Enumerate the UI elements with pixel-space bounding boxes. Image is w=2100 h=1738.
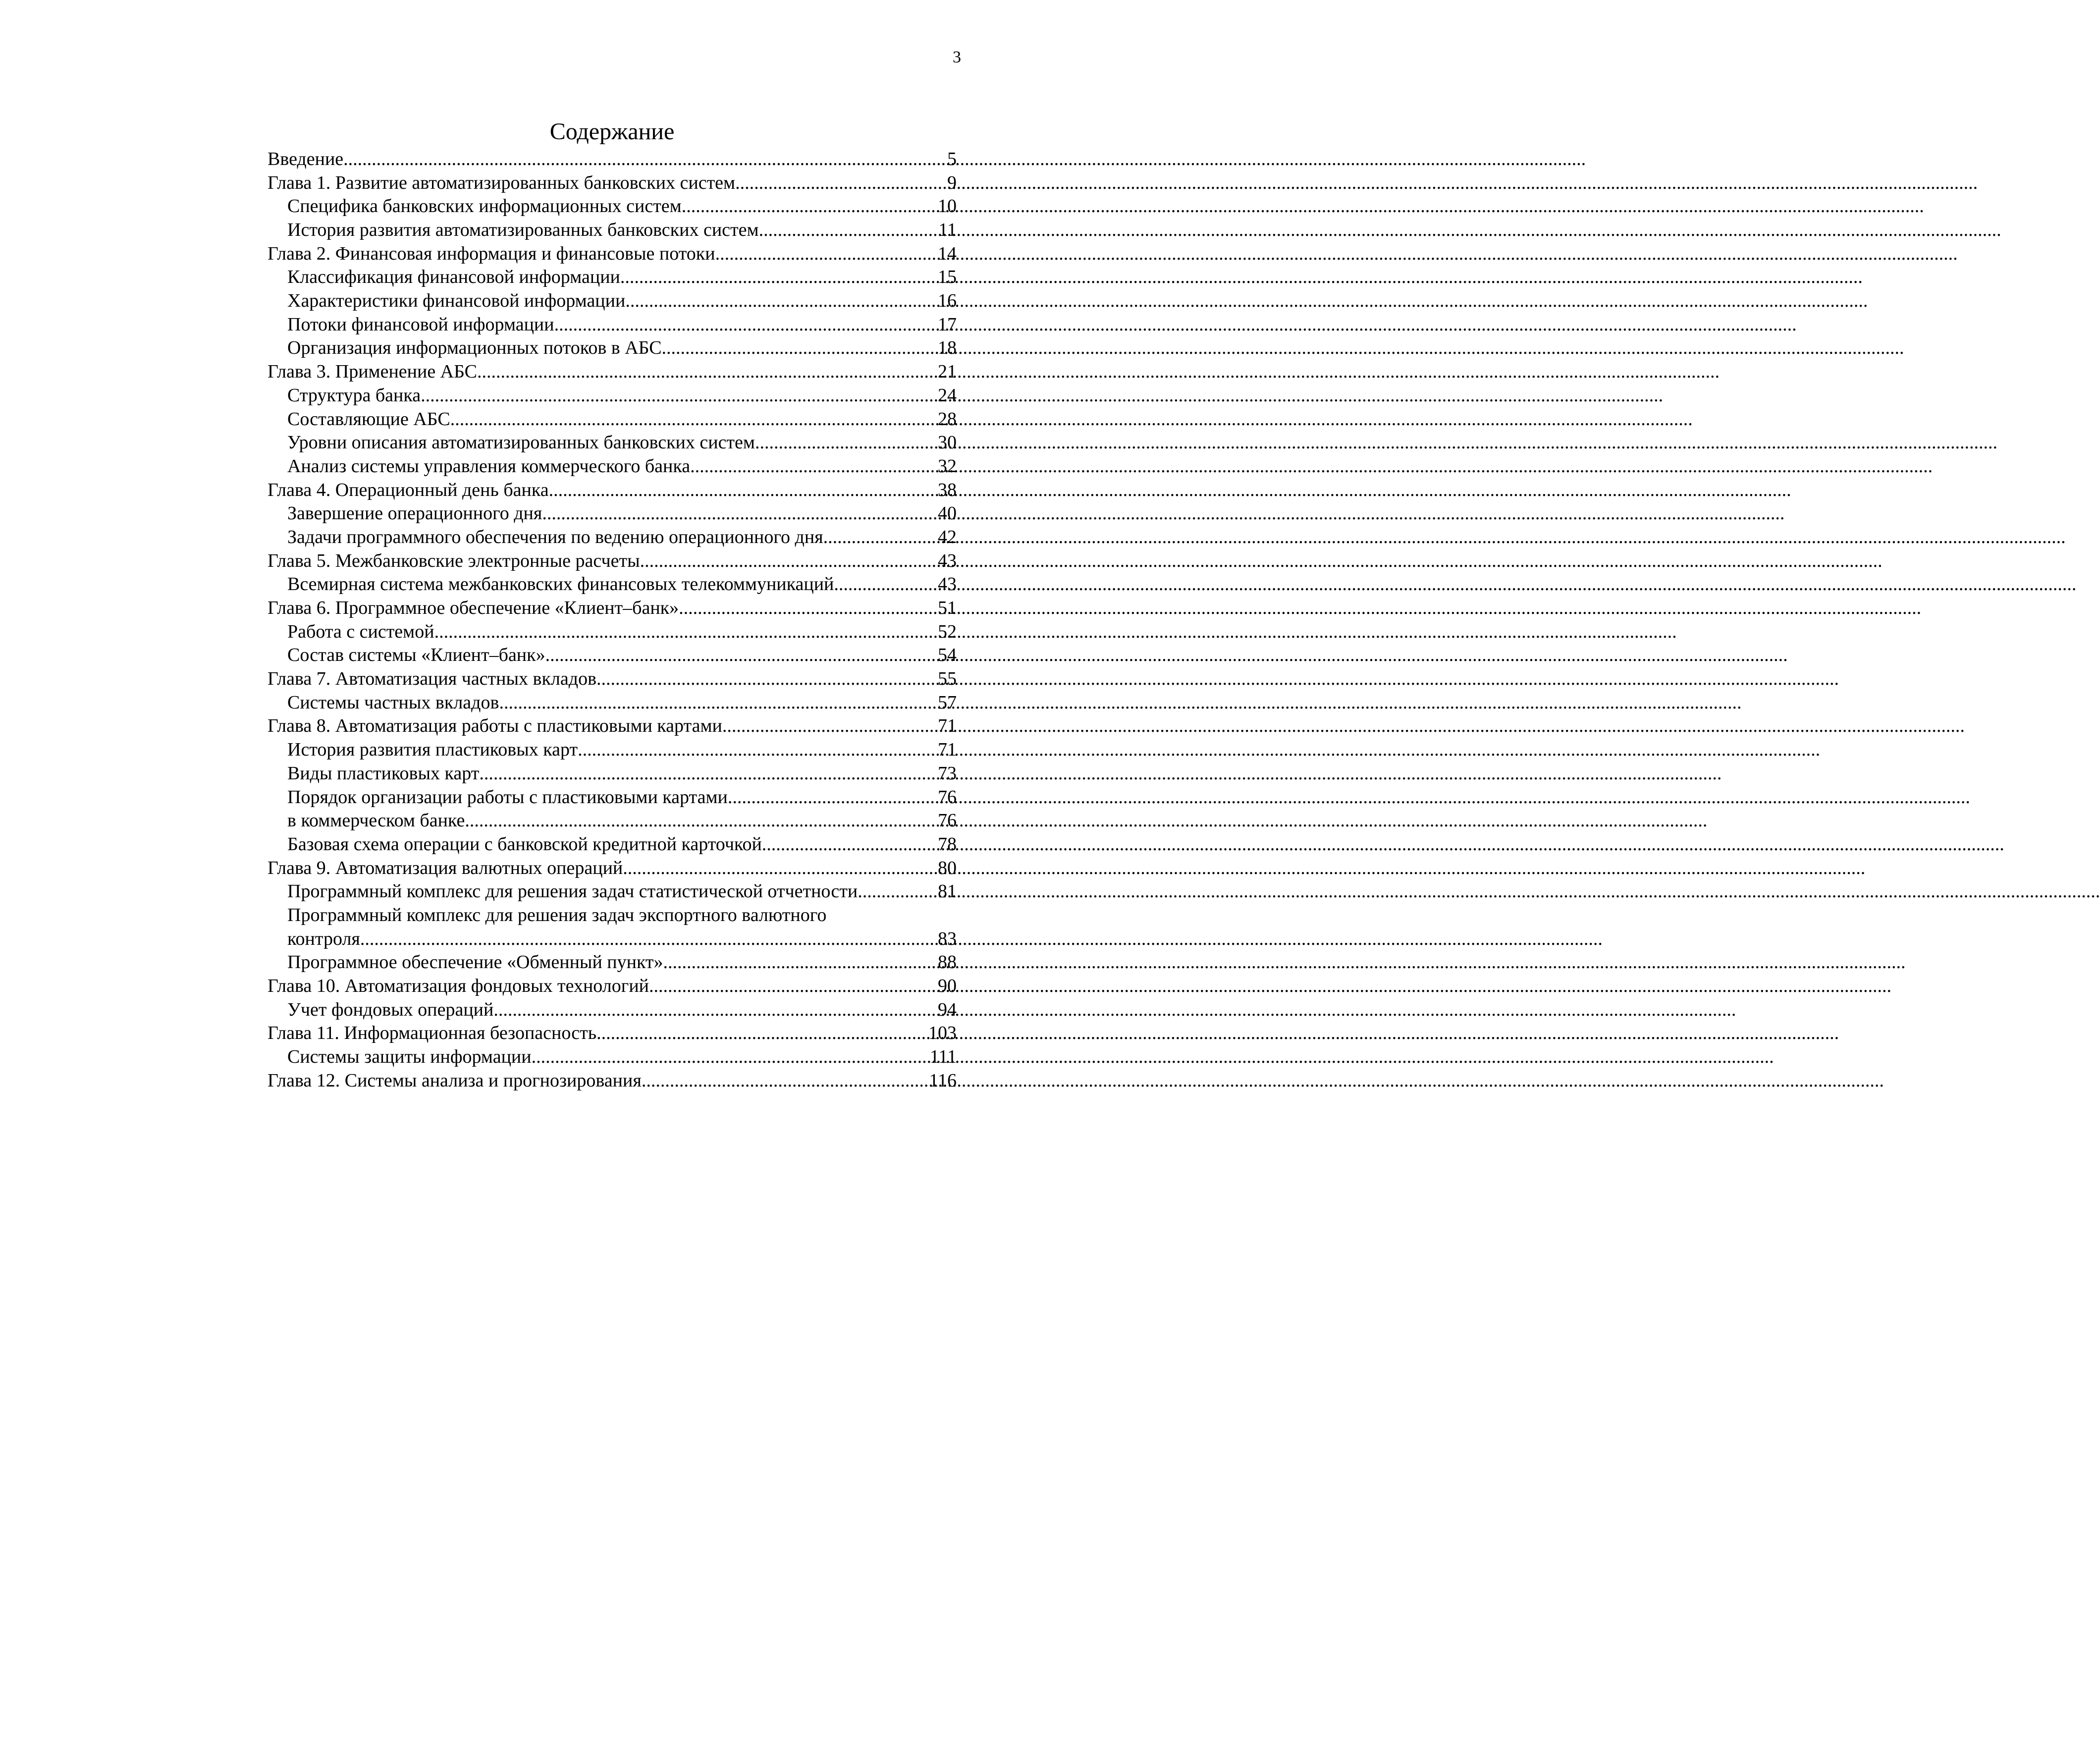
toc-entry-title: Глава 7. Автоматизация частных вкладов [268,668,597,690]
toc-dot-leader [722,714,938,738]
toc-entry-page-number: 83 [938,928,957,949]
toc-entry-page-number: 30 [938,432,957,453]
toc-entry-title: Потоки финансовой информации [287,314,554,335]
toc-entry-page-number: 15 [938,267,957,288]
toc-entry-title: Программный комплекс для решения задач экспортного валютного [287,904,827,925]
toc-chapter-entry[interactable] [268,549,957,573]
toc-entry-page-number: 51 [938,597,957,619]
toc-dot-leader [625,289,938,313]
toc-entry-title: Учет фондовых операций [287,999,494,1020]
page-number: 3 [953,48,961,66]
toc-entry-title: Анализ системы управления коммерческого банка [287,455,691,477]
toc-subsection-entry[interactable] [268,998,957,1022]
toc-entry-page-number: 16 [938,290,957,312]
toc-entry-title: Уровни описания автоматизированных банковских систем [287,432,755,453]
toc-dot-leader [596,1022,928,1045]
toc-entry-page-number: 52 [938,621,957,642]
toc-dot-leader [499,691,938,715]
toc-entry-title: Системы защиты информации [287,1046,532,1068]
toc-entry-page-number: 10 [938,196,957,217]
toc-entry-page-number: 73 [938,762,957,784]
toc-entry-page-number: 5 [947,148,957,169]
toc-entry-page-number: 9 [947,172,957,193]
toc-dot-leader [434,620,938,644]
toc-dot-leader [477,360,938,384]
toc-dot-leader [493,998,938,1022]
toc-subsection-entry[interactable] [268,502,957,526]
toc-entry-title: Структура банка [287,384,421,406]
toc-chapter-entry[interactable] [268,975,957,998]
toc-subsection-entry[interactable] [268,408,957,432]
toc-subsection-entry[interactable] [268,691,957,715]
toc-entry-title: Глава 1. Развитие автоматизированных банковских систем [268,172,736,193]
toc-entry-page-number: 24 [938,384,957,406]
toc-dot-leader [554,313,938,337]
toc-dot-leader [542,502,938,526]
toc-dot-leader [623,857,938,880]
toc-entry-page-number: 71 [938,739,957,760]
table-of-contents [268,148,957,1093]
toc-subsection-entry[interactable] [268,431,957,455]
toc-entry-page-number: 94 [938,999,957,1020]
toc-subsection-entry[interactable] [268,289,957,313]
toc-subsection-entry[interactable] [268,786,957,810]
toc-entry-page-number: 116 [929,1070,957,1091]
toc-entry-title: Организация информационных потоков в АБС [287,337,662,359]
toc-dot-leader [578,738,938,762]
toc-entry-title: Системы частных вкладов [287,692,499,713]
toc-entry-page-number: 111 [929,1046,957,1068]
toc-entry-title: Глава 3. Применение АБС [268,361,478,382]
toc-entry-page-number: 103 [928,1023,957,1044]
toc-dot-leader [663,951,938,975]
toc-dot-leader [532,1045,930,1069]
toc-entry-title: Глава 2. Финансовая информация и финансовые потоки [268,243,715,264]
toc-entry-title: в коммерческом банке [287,810,465,831]
toc-dot-leader [690,455,938,479]
toc-chapter-entry[interactable] [268,1069,957,1093]
toc-entry-title: Глава 5. Межбанковские электронные расчеты [268,550,640,571]
toc-chapter-entry[interactable] [268,1022,957,1045]
toc-dot-leader [450,408,938,432]
toc-entry-page-number: 76 [938,810,957,831]
toc-dot-leader [479,762,938,786]
toc-dot-leader [549,479,938,502]
toc-subsection-entry[interactable] [268,218,957,242]
toc-entry-title: Виды пластиковых карт [287,762,480,784]
toc-dot-leader [640,549,938,573]
toc-entry-title: Глава 8. Автоматизация работы с пластиковыми картами [268,715,722,737]
toc-dot-leader [858,880,938,904]
toc-entry-page-number: 14 [938,243,957,264]
toc-dot-leader [679,597,938,620]
toc-chapter-entry[interactable] [268,715,957,739]
toc-entry-page-number: 78 [938,833,957,855]
toc-entry-title: Классификация финансовой информации [287,267,620,288]
toc-dot-leader [465,809,938,833]
toc-dot-leader [823,526,938,549]
toc-entry-page-number: 18 [938,337,957,359]
toc-subsection-entry[interactable] [268,195,957,218]
toc-subsection-entry[interactable] [268,313,957,337]
toc-subsection-entry[interactable] [268,762,957,786]
toc-chapter-entry[interactable] [268,171,957,195]
toc-entry-page-number: 42 [938,526,957,547]
toc-entry-title: История развития пластиковых карт [287,739,578,760]
toc-dot-leader [715,242,938,266]
toc-dot-leader [343,148,947,171]
toc-chapter-entry[interactable] [268,479,957,502]
toc-entry-page-number: 57 [938,692,957,713]
page-title: Содержание [549,118,675,145]
toc-subsection-entry[interactable] [268,927,957,951]
toc-subsection-entry[interactable] [268,620,957,644]
toc-entry-title: Характеристики финансовой информации [287,290,626,312]
toc-dot-leader [759,218,939,242]
toc-dot-leader [545,644,938,667]
toc-entry-title: Введение [268,148,344,169]
toc-chapter-entry[interactable] [268,148,957,171]
toc-subsection-entry[interactable] [268,644,957,667]
toc-subsection-entry[interactable] [268,266,957,289]
toc-entry-title: Глава 12. Системы анализа и прогнозирования [268,1070,642,1091]
toc-dot-leader [662,336,938,360]
toc-dot-leader [649,975,938,998]
toc-subsection-entry[interactable] [268,1045,957,1069]
toc-subsection-entry[interactable] [268,880,957,904]
toc-chapter-entry[interactable] [268,242,957,266]
toc-entry-title: Работа с системой [287,621,434,642]
toc-subsection-entry[interactable] [268,337,957,361]
toc-entry-title: Базовая схема операции с банковской кредитной карточкой [287,833,762,855]
toc-chapter-entry[interactable] [268,667,957,691]
toc-entry-page-number: 90 [938,976,957,997]
toc-entry-title: контроля [287,928,360,949]
toc-entry-page-number: 40 [938,503,957,524]
toc-subsection-entry[interactable] [268,809,957,833]
toc-dot-leader [421,384,938,408]
toc-entry-title: Глава 4. Операционный день банка [268,479,549,500]
toc-dot-leader [762,833,938,857]
toc-subsection-entry[interactable] [268,904,957,927]
toc-entry-page-number: 11 [938,219,957,241]
toc-entry-title: Порядок организации работы с пластиковыми картами [287,786,728,808]
toc-entry-page-number: 43 [938,574,957,595]
toc-dot-leader [620,266,938,289]
toc-dot-leader [728,786,938,810]
toc-entry-title: Завершение операционного дня [287,503,542,524]
toc-subsection-entry[interactable] [268,738,957,762]
toc-entry-page-number: 81 [938,881,957,902]
toc-entry-title: Задачи программного обеспечения по ведению операционного дня [287,526,823,547]
toc-entry-page-number: 76 [938,786,957,808]
toc-subsection-entry[interactable] [268,833,957,857]
toc-subsection-entry[interactable] [268,573,957,597]
toc-subsection-entry[interactable] [268,951,957,975]
toc-dot-leader [735,171,947,195]
toc-entry-title: Состав системы «Клиент–банк» [287,645,545,666]
toc-subsection-entry[interactable] [268,526,957,549]
toc-entry-page-number: 80 [938,857,957,878]
toc-entry-title: Глава 10. Автоматизация фондовых технологий [268,976,649,997]
toc-subsection-entry[interactable] [268,384,957,408]
toc-entry-page-number: 43 [938,550,957,571]
toc-entry-page-number: 55 [938,668,957,690]
toc-entry-page-number: 88 [938,952,957,973]
toc-entry-title: Глава 11. Информационная безопасность [268,1023,597,1044]
toc-dot-leader [596,667,938,691]
toc-entry-title: Программный комплекс для решения задач статистической отчетности [287,881,858,902]
toc-subsection-entry[interactable] [268,455,957,479]
toc-entry-title: Программное обеспечение «Обменный пункт» [287,952,663,973]
toc-entry-page-number: 17 [938,314,957,335]
toc-entry-title: Глава 6. Программное обеспечение «Клиент–банк» [268,597,679,619]
toc-entry-page-number: 54 [938,645,957,666]
toc-entry-page-number: 32 [938,455,957,477]
toc-entry-title: История развития автоматизированных банковских систем [287,219,759,241]
toc-dot-leader [834,573,938,597]
toc-chapter-entry[interactable] [268,597,957,620]
toc-entry-page-number: 38 [938,479,957,500]
toc-entry-title: Всемирная система межбанковских финансовых телекоммуникаций [287,574,834,595]
toc-dot-leader [642,1069,929,1093]
toc-chapter-entry[interactable] [268,360,957,384]
toc-chapter-entry[interactable] [268,857,957,880]
toc-entry-title: Специфика банковских информационных систем [287,196,682,217]
toc-entry-title: Составляющие АБС [287,408,450,430]
toc-entry-page-number: 21 [938,361,957,382]
toc-dot-leader [682,195,938,218]
toc-entry-page-number: 28 [938,408,957,430]
toc-entry-page-number: 71 [938,715,957,737]
toc-entry-title: Глава 9. Автоматизация валютных операций [268,857,623,878]
toc-dot-leader [360,927,938,951]
toc-dot-leader [755,431,938,455]
